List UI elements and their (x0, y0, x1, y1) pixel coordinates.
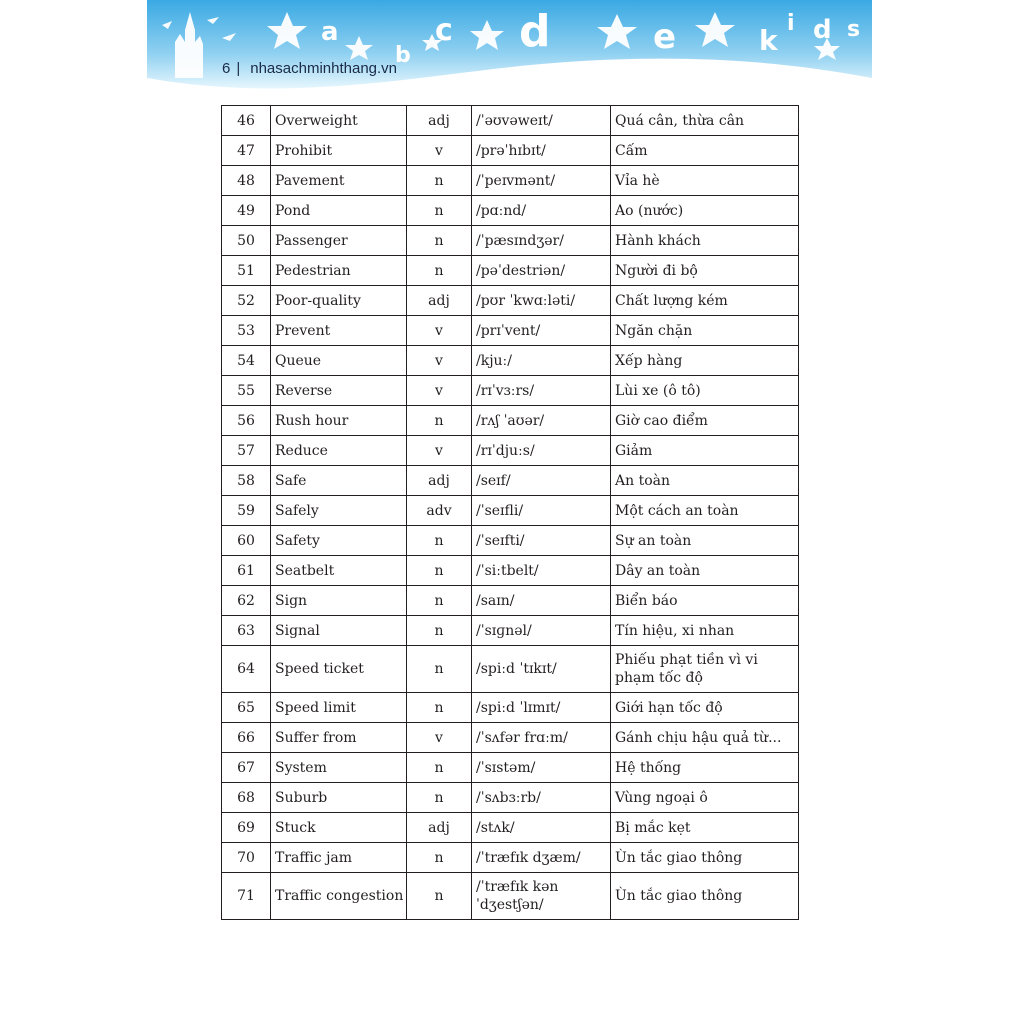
cell-meaning: Tín hiệu, xi nhan (611, 616, 799, 646)
table-row (222, 406, 799, 436)
table-row (222, 466, 799, 496)
cell-pos: n (407, 226, 472, 256)
cell-pos: n (407, 406, 472, 436)
cell-ipa: /ˈəʊvəweɪt/ (472, 106, 611, 136)
cell-word: Stuck (271, 813, 407, 843)
cell-meaning: Dây an toàn (611, 556, 799, 586)
banner-letter: c (435, 13, 453, 48)
cell-ipa: /kjuː/ (472, 346, 611, 376)
cell-num: 54 (222, 346, 271, 376)
cell-ipa: /spiːd ˈlɪmɪt/ (472, 693, 611, 723)
cell-pos: n (407, 873, 472, 920)
cell-num: 50 (222, 226, 271, 256)
sky-illustration (147, 0, 872, 95)
cell-pos: n (407, 166, 472, 196)
cell-num: 67 (222, 753, 271, 783)
page-number: 6 (222, 60, 231, 77)
table-row (222, 436, 799, 466)
cell-pos: n (407, 646, 472, 693)
cell-pos: n (407, 616, 472, 646)
table-row (222, 783, 799, 813)
cell-ipa: /stʌk/ (472, 813, 611, 843)
cell-word: Suburb (271, 783, 407, 813)
cell-word: Poor-quality (271, 286, 407, 316)
cell-meaning: Ùn tắc giao thông (611, 843, 799, 873)
cell-num: 53 (222, 316, 271, 346)
cell-pos: n (407, 843, 472, 873)
cell-pos: v (407, 316, 472, 346)
table-row (222, 256, 799, 286)
cell-num: 66 (222, 723, 271, 753)
cell-ipa: /ˈtræfɪk dʒæm/ (472, 843, 611, 873)
cell-word: Traffic congestion (271, 873, 407, 920)
cell-num: 58 (222, 466, 271, 496)
table-row (222, 226, 799, 256)
cell-ipa: /ˈtræfɪk kənˈdʒestʃən/ (472, 873, 611, 920)
cell-meaning: Biển báo (611, 586, 799, 616)
cell-meaning: Một cách an toàn (611, 496, 799, 526)
cell-ipa: /ˈsiːtbelt/ (472, 556, 611, 586)
cell-word: Traffic jam (271, 843, 407, 873)
cell-pos: n (407, 693, 472, 723)
cell-word: Overweight (271, 106, 407, 136)
cell-pos: adv (407, 496, 472, 526)
cell-ipa: /ˈseɪfli/ (472, 496, 611, 526)
cell-meaning: Ngăn chặn (611, 316, 799, 346)
cell-num: 52 (222, 286, 271, 316)
cell-meaning: Bị mắc kẹt (611, 813, 799, 843)
cell-ipa: /rʌʃ ˈaʊər/ (472, 406, 611, 436)
cell-word: System (271, 753, 407, 783)
cell-word: Sign (271, 586, 407, 616)
cell-pos: n (407, 256, 472, 286)
cell-meaning: Phiếu phạt tiền vì vi phạm tốc độ (611, 646, 799, 693)
cell-meaning: Giới hạn tốc độ (611, 693, 799, 723)
cell-num: 51 (222, 256, 271, 286)
cell-ipa: /saɪn/ (472, 586, 611, 616)
table-row (222, 693, 799, 723)
cell-pos: v (407, 723, 472, 753)
cell-word: Pedestrian (271, 256, 407, 286)
table-row (222, 753, 799, 783)
banner-letter: a (321, 17, 339, 47)
banner-letter: i (787, 11, 795, 36)
banner-letter: s (847, 17, 861, 42)
table-row (222, 136, 799, 166)
cell-word: Rush hour (271, 406, 407, 436)
table-row (222, 496, 799, 526)
vocabulary-table (221, 105, 799, 920)
cell-word: Suffer from (271, 723, 407, 753)
table-row (222, 106, 799, 136)
table-row (222, 166, 799, 196)
cell-num: 60 (222, 526, 271, 556)
cell-word: Speed limit (271, 693, 407, 723)
cell-ipa: /pʊr ˈkwɑːləti/ (472, 286, 611, 316)
cell-meaning: Sự an toàn (611, 526, 799, 556)
cell-word: Prevent (271, 316, 407, 346)
cell-pos: v (407, 376, 472, 406)
cell-word: Prohibit (271, 136, 407, 166)
cell-ipa: /ˈsɪstəm/ (472, 753, 611, 783)
cell-meaning: Cấm (611, 136, 799, 166)
cell-ipa: /rɪˈdjuːs/ (472, 436, 611, 466)
cell-num: 55 (222, 376, 271, 406)
cell-word: Safely (271, 496, 407, 526)
cell-ipa: /ˈpeɪvmənt/ (472, 166, 611, 196)
cell-meaning: Chất lượng kém (611, 286, 799, 316)
cell-num: 62 (222, 586, 271, 616)
table-row (222, 286, 799, 316)
cell-meaning: Hệ thống (611, 753, 799, 783)
cell-word: Passenger (271, 226, 407, 256)
cell-num: 57 (222, 436, 271, 466)
cell-num: 65 (222, 693, 271, 723)
table-row (222, 346, 799, 376)
cell-ipa: /pɑːnd/ (472, 196, 611, 226)
cell-meaning: Xếp hàng (611, 346, 799, 376)
banner-letter: k (759, 24, 778, 57)
header-separator: | (236, 60, 241, 77)
site-name: nhasachminhthang.vn (250, 60, 398, 77)
cell-pos: v (407, 346, 472, 376)
cell-pos: n (407, 783, 472, 813)
table-row (222, 646, 799, 693)
cell-meaning: Gánh chịu hậu quả từ... (611, 723, 799, 753)
cell-num: 64 (222, 646, 271, 693)
cell-num: 70 (222, 843, 271, 873)
cell-num: 59 (222, 496, 271, 526)
cell-num: 71 (222, 873, 271, 920)
cell-word: Speed ticket (271, 646, 407, 693)
cell-pos: adj (407, 813, 472, 843)
cell-num: 47 (222, 136, 271, 166)
cell-word: Queue (271, 346, 407, 376)
cell-pos: v (407, 436, 472, 466)
table-row (222, 586, 799, 616)
cell-word: Seatbelt (271, 556, 407, 586)
cell-meaning: An toàn (611, 466, 799, 496)
cell-word: Reverse (271, 376, 407, 406)
cell-pos: adj (407, 106, 472, 136)
table-row (222, 526, 799, 556)
cell-word: Safety (271, 526, 407, 556)
cell-ipa: /rɪˈvɜːrs/ (472, 376, 611, 406)
cell-pos: adj (407, 466, 472, 496)
cell-ipa: /ˈseɪfti/ (472, 526, 611, 556)
table-row (222, 616, 799, 646)
cell-meaning: Hành khách (611, 226, 799, 256)
header-banner (147, 0, 872, 95)
page-header (222, 60, 397, 77)
cell-ipa: /ˈsʌbɜːrb/ (472, 783, 611, 813)
table-row (222, 843, 799, 873)
cell-pos: adj (407, 286, 472, 316)
cell-ipa: /seɪf/ (472, 466, 611, 496)
cell-meaning: Quá cân, thừa cân (611, 106, 799, 136)
cell-num: 68 (222, 783, 271, 813)
cell-meaning: Ùn tắc giao thông (611, 873, 799, 920)
banner-letter: d (813, 15, 832, 45)
cell-word: Pond (271, 196, 407, 226)
cell-pos: n (407, 586, 472, 616)
table-row (222, 376, 799, 406)
cell-meaning: Giờ cao điểm (611, 406, 799, 436)
cell-num: 61 (222, 556, 271, 586)
cell-word: Reduce (271, 436, 407, 466)
cell-num: 48 (222, 166, 271, 196)
cell-num: 46 (222, 106, 271, 136)
table-row (222, 873, 799, 920)
cell-meaning: Người đi bộ (611, 256, 799, 286)
cell-word: Pavement (271, 166, 407, 196)
cell-pos: n (407, 556, 472, 586)
cell-num: 49 (222, 196, 271, 226)
cell-word: Safe (271, 466, 407, 496)
cell-pos: n (407, 753, 472, 783)
cell-num: 69 (222, 813, 271, 843)
cell-ipa: /spiːd ˈtɪkɪt/ (472, 646, 611, 693)
table-row (222, 316, 799, 346)
table-row (222, 556, 799, 586)
cell-meaning: Ao (nước) (611, 196, 799, 226)
cell-ipa: /prɪˈvent/ (472, 316, 611, 346)
banner-letter: e (653, 17, 677, 57)
cell-meaning: Giảm (611, 436, 799, 466)
cell-ipa: /ˈpæsɪndʒər/ (472, 226, 611, 256)
cell-num: 63 (222, 616, 271, 646)
cell-ipa: /ˈsʌfər frɑːm/ (472, 723, 611, 753)
cell-pos: n (407, 526, 472, 556)
cell-num: 56 (222, 406, 271, 436)
table-row (222, 196, 799, 226)
cell-ipa: /pəˈdestriən/ (472, 256, 611, 286)
banner-letter: d (519, 6, 551, 57)
cell-meaning: Lùi xe (ô tô) (611, 376, 799, 406)
banner-letter: b (395, 43, 411, 68)
cell-pos: v (407, 136, 472, 166)
cell-pos: n (407, 196, 472, 226)
table-row (222, 813, 799, 843)
cell-ipa: /ˈsɪɡnəl/ (472, 616, 611, 646)
cell-ipa: /prəˈhɪbɪt/ (472, 136, 611, 166)
cell-word: Signal (271, 616, 407, 646)
cell-meaning: Vỉa hè (611, 166, 799, 196)
cell-meaning: Vùng ngoại ô (611, 783, 799, 813)
table-row (222, 723, 799, 753)
